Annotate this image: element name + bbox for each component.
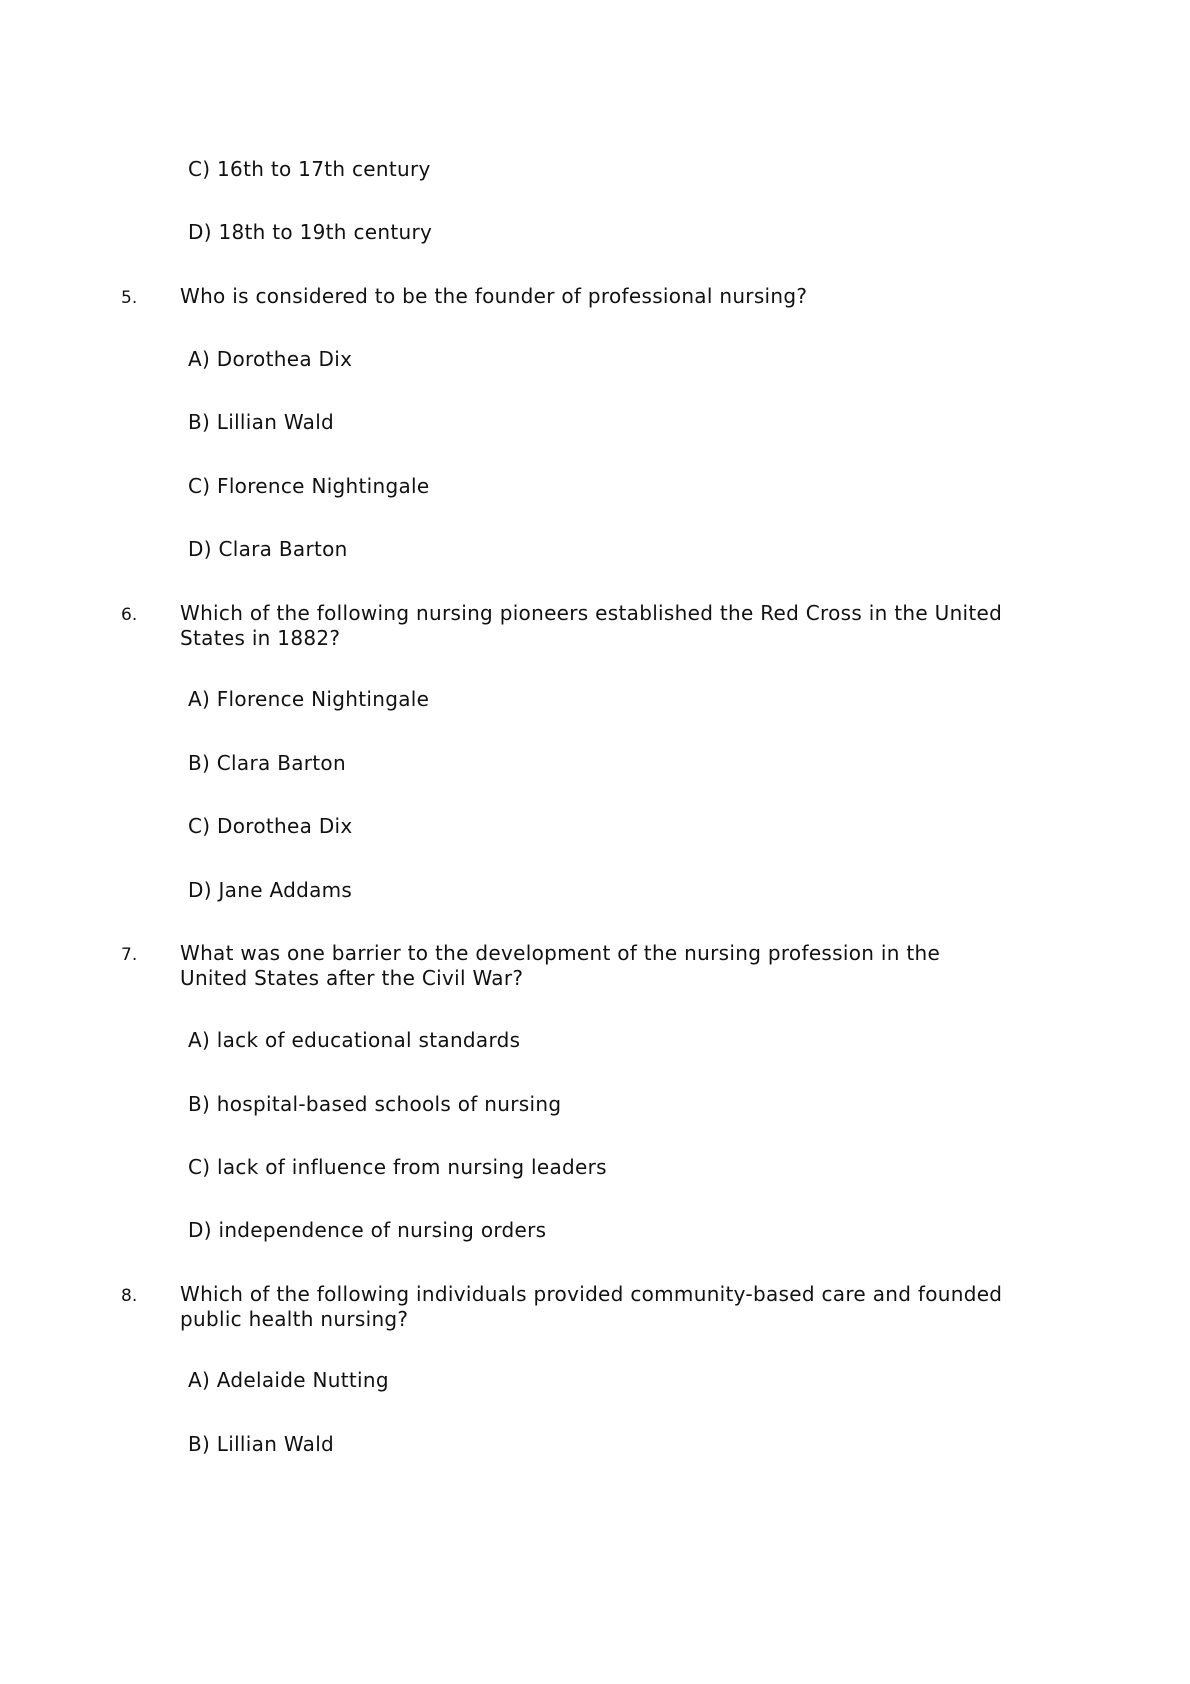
question-number: 5. — [121, 288, 138, 308]
question-text — [180, 1282, 1080, 1332]
option-a: A) Adelaide Nutting — [188, 1368, 389, 1392]
option-c: C) Florence Nightingale — [188, 474, 430, 498]
option-b: B) hospital-based schools of nursing — [188, 1092, 562, 1116]
option-b: B) Lillian Wald — [188, 410, 335, 434]
option-a: A) lack of educational standards — [188, 1028, 521, 1052]
question-text — [180, 941, 1080, 991]
option-b: B) Lillian Wald — [188, 1432, 335, 1456]
option-d: D) Jane Addams — [188, 878, 353, 902]
question-text-line: States in 1882? — [180, 626, 341, 650]
option-d: D) Clara Barton — [188, 537, 348, 561]
option-a: A) Dorothea Dix — [188, 347, 353, 371]
question-text-line: Who is considered to be the founder of professional nursing? — [180, 284, 808, 308]
question-text-line: public health nursing? — [180, 1307, 409, 1331]
option-c: C) Dorothea Dix — [188, 814, 353, 838]
question-text — [180, 284, 1080, 309]
question-text-line: United States after the Civil War? — [180, 966, 524, 990]
question-text — [180, 601, 1080, 651]
option-a: A) Florence Nightingale — [188, 687, 430, 711]
option-d: D) 18th to 19th century — [188, 220, 433, 244]
question-number: 7. — [121, 945, 138, 965]
option-c: C) lack of influence from nursing leaders — [188, 1155, 607, 1179]
question-number: 6. — [121, 605, 138, 625]
option-d: D) independence of nursing orders — [188, 1218, 547, 1242]
question-number: 8. — [121, 1286, 138, 1306]
option-b: B) Clara Barton — [188, 751, 346, 775]
question-text-line: Which of the following individuals provided community-based care and founded — [180, 1282, 1003, 1306]
option-c: C) 16th to 17th century — [188, 157, 431, 181]
question-text-line: What was one barrier to the development of the nursing profession in the — [180, 941, 941, 965]
question-text-line: Which of the following nursing pioneers established the Red Cross in the United — [180, 601, 1003, 625]
